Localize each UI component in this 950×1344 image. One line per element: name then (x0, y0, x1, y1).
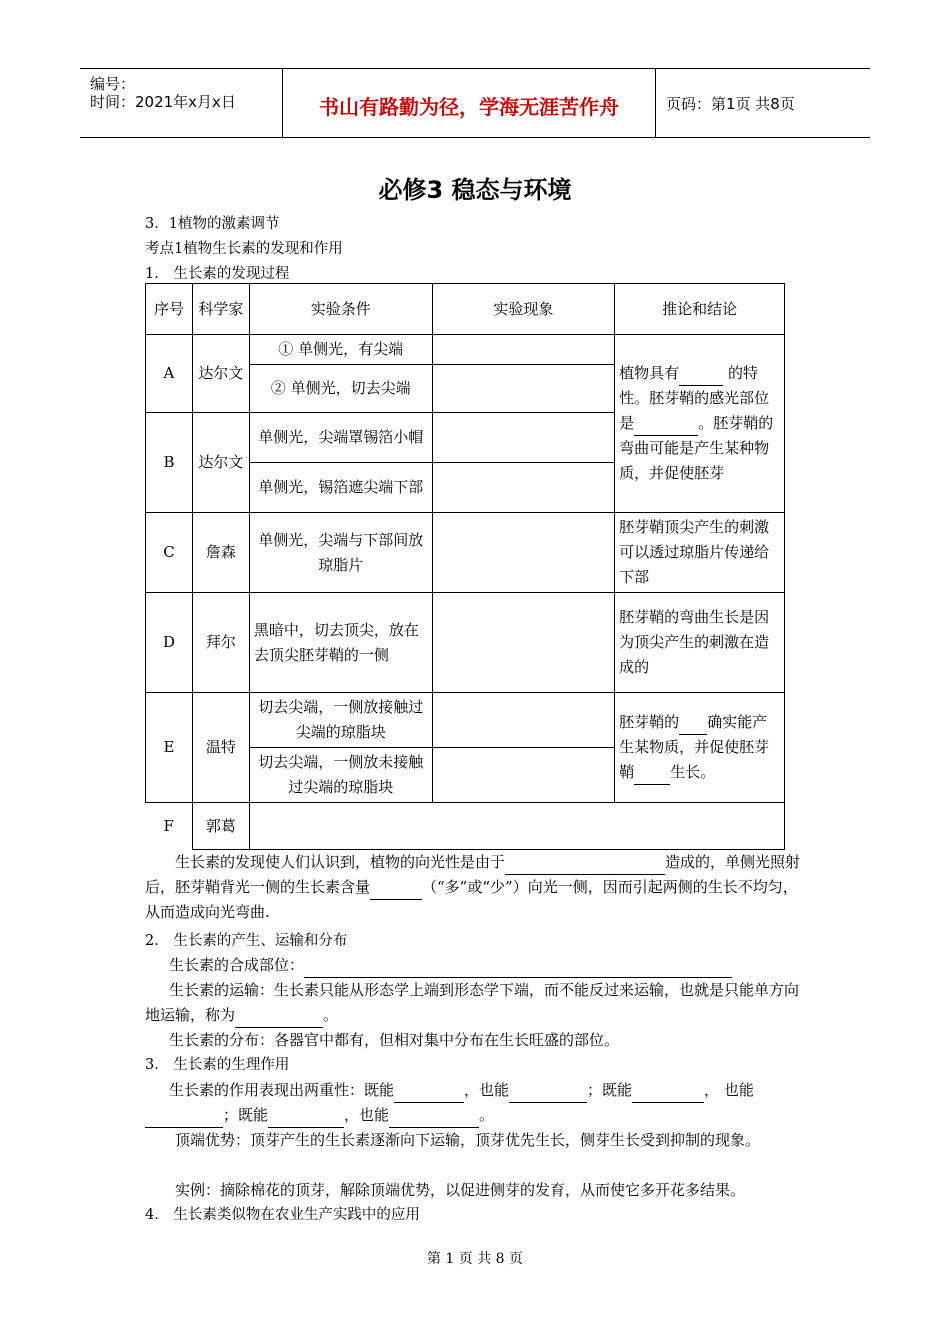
kaodian-heading: 考点1植物生长素的发现和作用 (145, 241, 343, 257)
blank-field[interactable] (634, 419, 698, 436)
blank-field[interactable] (679, 718, 707, 735)
discovery-paragraph: 生长素的发现使人们认识到，植物的向光性是由于 造成的，单侧光照射后，胚芽鞘背光一侧的生长素含量 （“多”或“少”）向光一侧，因而引起两侧的生长不均匀，从而造成向光弯曲. (145, 853, 801, 921)
page-footer: 第 1 页 共 8 页 (426, 1251, 524, 1267)
table-row (146, 593, 785, 693)
phenomenon-cell[interactable] (432, 365, 615, 413)
conclusion-cell: 植物具有 的特性。胚芽鞘的感光部位是 。胚芽鞘的弯曲可能是产生某种物质，并促使胚芽 (615, 335, 785, 513)
scientist: 达尔文 (192, 413, 249, 513)
motto: 书山有路勤为径，学海无涯苦作舟 (319, 95, 619, 119)
blank-field[interactable] (394, 1086, 464, 1103)
row-id: D (146, 593, 193, 693)
header-cell: 科学家 (192, 284, 249, 335)
conclusion: 胚芽鞘顶尖产生的刺激可以透过琼脂片传递给下部 (615, 513, 785, 593)
header-cell: 实验现象 (432, 284, 615, 335)
condition: 黑暗中，切去顶尖，放在去顶尖胚芽鞘的一侧 (249, 593, 432, 693)
page-info: 页码：第1页 共8页 (666, 95, 795, 113)
sub-heading-2: 2． 生长素的产生、运输和分布 (145, 933, 348, 949)
row-id: C (146, 513, 193, 593)
scientist: 达尔文 (192, 335, 249, 413)
sub-heading-3: 3． 生长素的生理作用 (145, 1057, 290, 1073)
empty-cell[interactable] (249, 803, 784, 850)
blank-field[interactable] (634, 768, 670, 785)
blank-field[interactable] (505, 858, 665, 875)
blank-field[interactable] (145, 1111, 223, 1128)
phenomenon-cell[interactable] (432, 693, 615, 748)
header-left-cell (80, 69, 282, 137)
row-id: F (163, 816, 174, 835)
phenomenon-cell[interactable] (432, 593, 615, 693)
phenomenon-cell[interactable] (432, 413, 615, 463)
synthesis-line: 生长素的合成部位： (145, 953, 810, 978)
blank-field[interactable] (389, 1111, 479, 1128)
blank-field[interactable] (679, 369, 723, 386)
table-header-row (146, 284, 785, 335)
table-row (146, 513, 785, 593)
section-heading: 3．1植物的激素调节 (145, 216, 280, 232)
row-id: A (146, 335, 193, 413)
scientist: 温特 (192, 693, 249, 803)
condition: ① 单侧光，有尖端 (249, 335, 432, 365)
header-right-cell (656, 69, 870, 137)
page-title: 必修3 稳态与环境 (378, 176, 572, 204)
scientist: 拜尔 (192, 593, 249, 693)
blank-field[interactable] (632, 1086, 704, 1103)
condition: 切去尖端，一侧放接触过尖端的琼脂块 (249, 693, 432, 748)
sub-heading-1: 1． 生长素的发现过程 (145, 266, 290, 282)
condition: 单侧光，锡箔遮尖端下部 (249, 463, 432, 513)
table-row (146, 693, 785, 748)
scientist: 郭葛 (192, 803, 249, 850)
page-header (80, 68, 870, 138)
distribution-paragraph: 生长素的分布：各器官中都有，但相对集中分布在生长旺盛的部位。 (169, 1031, 620, 1049)
blank-field[interactable] (268, 1111, 344, 1128)
number-label: 编号： (90, 75, 136, 93)
blank-field[interactable] (235, 1011, 323, 1028)
scientist: 詹森 (192, 513, 249, 593)
header-cell: 推论和结论 (615, 284, 785, 335)
experiment-table (145, 283, 785, 850)
table-row (146, 803, 785, 850)
phenomenon-cell[interactable] (432, 463, 615, 513)
conclusion: 胚芽鞘的弯曲生长是因为顶尖产生的刺激在造成的 (615, 593, 785, 693)
sub-heading-4: 4． 生长素类似物在农业生产实践中的应用 (145, 1207, 420, 1223)
transport-paragraph: 生长素的运输：生长素只能从形态学上端到形态学下端，而不能反过来运输，也就是只能单方向地运输，称为 。 (145, 978, 810, 1028)
blank-field[interactable] (304, 961, 732, 978)
row-id: E (146, 693, 193, 803)
phenomenon-cell[interactable] (432, 335, 615, 365)
condition: 单侧光，尖端与下部间放琼脂片 (249, 513, 432, 593)
conclusion-cell: 胚芽鞘的 确实能产生某物质，并促使胚芽鞘 生长。 (615, 693, 785, 803)
blank-field[interactable] (509, 1086, 587, 1103)
header-motto-cell (282, 69, 656, 137)
time-label: 时间：2021年x月x日 (90, 93, 236, 111)
apical-dominance-paragraph: 顶端优势：顶芽产生的生长素逐渐向下运输，顶芽优先生长，侧芽生长受到抑制的现象。 (175, 1131, 761, 1149)
phenomenon-cell[interactable] (432, 748, 615, 803)
condition: ② 单侧光，切去尖端 (249, 365, 432, 413)
dual-effect-paragraph: 生长素的作用表现出两重性：既能 ，也能 ；既能 ， 也能；既能 ，也能 。 (145, 1078, 810, 1128)
phenomenon-cell[interactable] (432, 513, 615, 593)
row-id: B (146, 413, 193, 513)
header-cell: 实验条件 (249, 284, 432, 335)
example-paragraph: 实例：摘除棉花的顶芽，解除顶端优势，以促进侧芽的发育，从而使它多开花多结果。 (175, 1181, 746, 1199)
condition: 单侧光，尖端罩锡箔小帽 (249, 413, 432, 463)
table-row (146, 335, 785, 365)
condition: 切去尖端，一侧放未接触过尖端的琼脂块 (249, 748, 432, 803)
blank-field[interactable] (370, 883, 422, 900)
header-cell: 序号 (146, 284, 193, 335)
